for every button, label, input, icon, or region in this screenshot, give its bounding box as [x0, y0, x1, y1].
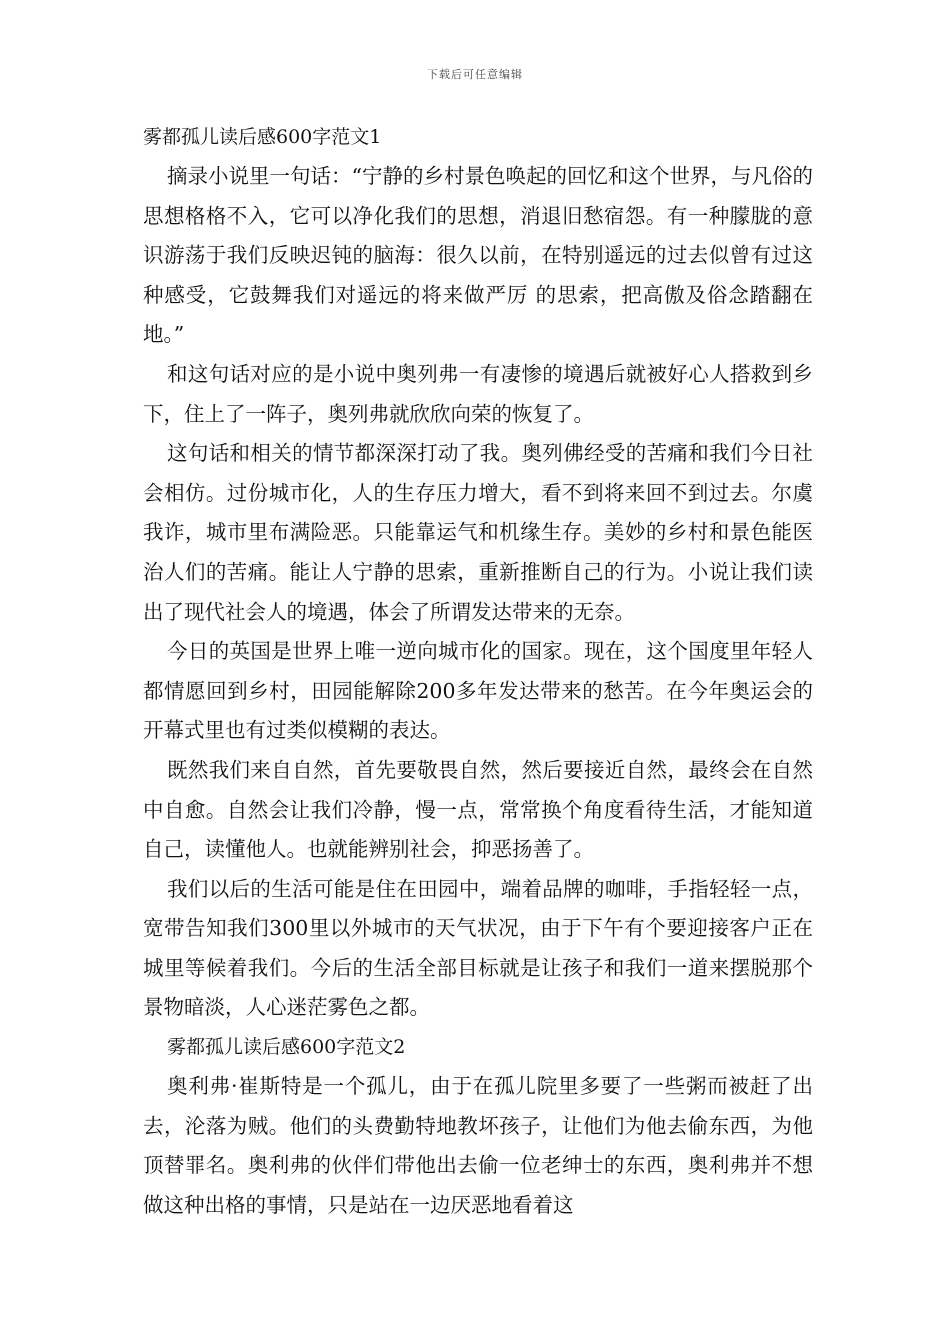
article-1-paragraph: 这句话和相关的情节都深深打动了我。奥列佛经受的苦痛和我们今日社会相仿。过份城市化，人的生存压力增大，看不到将来回不到过去。尔虞我诈，城市里布满险恶。只能靠运气和机缘生存。美妙的乡村和景色能医治人们的苦痛。能让人宁静的思索，重新推断自己的行为。小说让我们读出了现代社会人的境遇，体会了所谓发达带来的无奈。	[143, 441, 813, 624]
article-1-paragraph: 今日的英国是世界上唯一逆向城市化的国家。现在，这个国度里年轻人都情愿回到乡村，田园能解除200多年发达带来的愁苦。在今年奥运会的开幕式里也有过类似模糊的表达。	[143, 639, 813, 743]
article-2-title: 雾都孤儿读后感600字范文2	[167, 1036, 406, 1059]
article-1-paragraph: 摘录小说里一句话：“宁静的乡村景色唤起的回忆和这个世界，与凡俗的思想格格不入，它可以净化我们的思想，消退旧愁宿怨。有一种朦胧的意识游荡于我们反映迟钝的脑海：很久以前，在特别遥远的过去似曾有过这种感受，它鼓舞我们对遥远的将来做严厉 的思索，把高傲及俗念踏翻在地。”	[143, 164, 813, 347]
document-body	[143, 118, 813, 1225]
article-1-paragraph: 我们以后的生活可能是住在田园中，端着品牌的咖啡，手指轻轻一点，宽带告知我们300里以外城市的天气状况，由于下午有个要迎接客户正在城里等候着我们。今后的生活全部目标就是让孩子和我们一道来摆脱那个景物暗淡，人心迷茫雾色之都。	[143, 876, 813, 1020]
article-1-title: 雾都孤儿读后感600字范文1	[143, 126, 382, 148]
page-header-note: 下载后可任意编辑	[427, 68, 523, 81]
article-2-paragraph: 奥利弗·崔斯特是一个孤儿，由于在孤儿院里多要了一些粥而被赶了出去，沦落为贼。他们的头费勤特地教坏孩子，让他们为他去偷东西，为他顶替罪名。奥利弗的伙伴们带他出去偷一位老绅士的东西，奥利弗并不想做这种出格的事情，只是站在一边厌恶地看着这	[143, 1074, 813, 1217]
article-1-paragraph: 既然我们来自自然，首先要敬畏自然，然后要接近自然，最终会在自然中自愈。自然会让我们冷静，慢一点，常常换个角度看待生活，才能知道自己，读懂他人。也就能辨别社会，抑恶扬善了。	[143, 757, 813, 862]
article-1-paragraph: 和这句话对应的是小说中奥列弗一有凄惨的境遇后就被好心人搭救到乡下，住上了一阵子，奥列弗就欣欣向荣的恢复了。	[143, 361, 813, 426]
